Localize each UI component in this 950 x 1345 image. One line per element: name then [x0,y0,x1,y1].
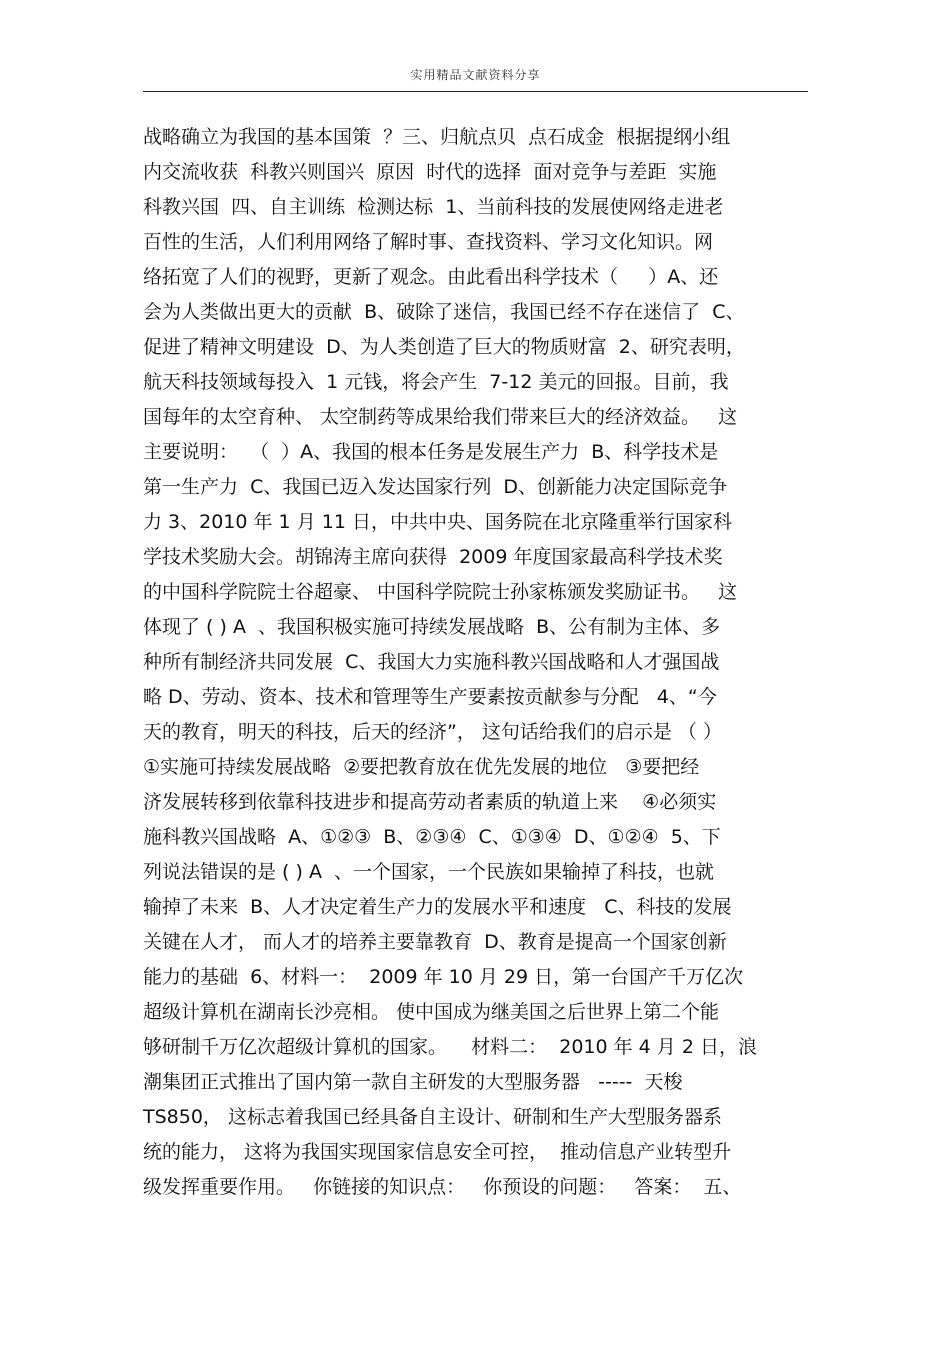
text-line: 济发展转移到依靠科技进步和提高劳动者素质的轨道上来 ④必须实 [143,791,717,813]
text-line: 体现了 ( ) A 、我国积极实施可持续发展战略 B、公有制为主体、多 [143,616,721,638]
text-line: 内交流收获 科教兴则国兴 原因 时代的选择 面对竞争与差距 实施 [143,161,717,183]
text-line: 种所有制经济共同发展 C、我国大力实施科教兴国战略和人才强国战 [143,651,720,673]
text-line: 战略确立为我国的基本国策 ？三、归航点贝 点石成金 根据提纲小组 [143,126,731,148]
text-line: 天的教育，明天的科技，后天的经济”， 这句话给我们的启示是 （ ） [143,721,722,743]
text-line: 促进了精神文明建设 D、为人类创造了巨大的物质财富 2、研究表明， [143,336,745,358]
text-line: 统的能力， 这将为我国实现国家信息安全可控， 推动信息产业转型升 [143,1141,732,1163]
text-line: 力 3、2010 年 1 月 11 日，中共中央、国务院在北京隆重举行国家科 [143,511,732,533]
text-line: 级发挥重要作用。 你链接的知识点： 你预设的问题： 答案： 五、 [143,1176,742,1198]
text-line: ①实施可持续发展战略 ②要把教育放在优先发展的地位 ③要把经 [143,756,700,778]
body-text [143,120,813,1205]
header-divider [143,91,808,92]
text-line: 百性的生活，人们利用网络了解时事、查找资料、学习文化知识。网 [143,231,714,253]
text-line: 能力的基础 6、材料一： 2009 年 10 月 29 日，第一台国产千万亿次 [143,966,744,988]
text-line: TS850， 这标志着我国已经具备自主设计、研制和生产大型服务器系 [143,1106,722,1128]
text-line: 潮集团正式推出了国内第一款自主研发的大型服务器 ----- 天梭 [143,1071,683,1093]
text-line: 航天科技领域每投入 1 元钱，将会产生 7-12 美元的回报。目前，我 [143,371,729,393]
text-line: 学技术奖励大会。胡锦涛主席向获得 2009 年度国家最高科学技术奖 [143,546,723,568]
text-line: 输掉了未来 B、人才决定着生产力的发展水平和速度 C、科技的发展 [143,896,732,918]
text-line: 会为人类做出更大的贡献 B、破除了迷信，我国已经不存在迷信了 C、 [143,301,745,323]
text-line: 施科教兴国战略 A、①②③ B、②③④ C、①③④ D、①②④ 5、下 [143,826,721,848]
text-line: 的中国科学院院士谷超豪、 中国科学院院士孙家栋颁发奖励证书。 这 [143,581,738,603]
text-line: 列说法错误的是 ( ) A 、一个国家，一个民族如果输掉了科技，也就 [143,861,715,883]
text-line: 超级计算机在湖南长沙亮相。 使中国成为继美国之后世界上第二个能 [143,1001,720,1023]
text-line: 络拓宽了人们的视野，更新了观念。由此看出科学技术（ ）A、还 [143,266,719,288]
text-line: 关键在人才， 而人才的培养主要靠教育 D、教育是提高一个国家创新 [143,931,727,953]
text-line: 够研制千万亿次超级计算机的国家。 材料二： 2010 年 4 月 2 日，浪 [143,1036,757,1058]
text-line: 略 D、劳动、资本、技术和管理等生产要素按贡献参与分配 4、“今 [143,686,717,708]
text-line: 主要说明： （ ）A、我国的根本任务是发展生产力 B、科学技术是 [143,441,719,463]
text-line: 国每年的太空育种、 太空制药等成果给我们带来巨大的经济效益。 这 [143,406,738,428]
text-line: 第一生产力 C、我国已迈入发达国家行列 D、创新能力决定国际竞争 [143,476,728,498]
text-line: 科教兴国 四、自主训练 检测达标 1、当前科技的发展使网络走进老 [143,196,724,218]
running-header: 实用精品文献资料分享 [410,68,541,82]
